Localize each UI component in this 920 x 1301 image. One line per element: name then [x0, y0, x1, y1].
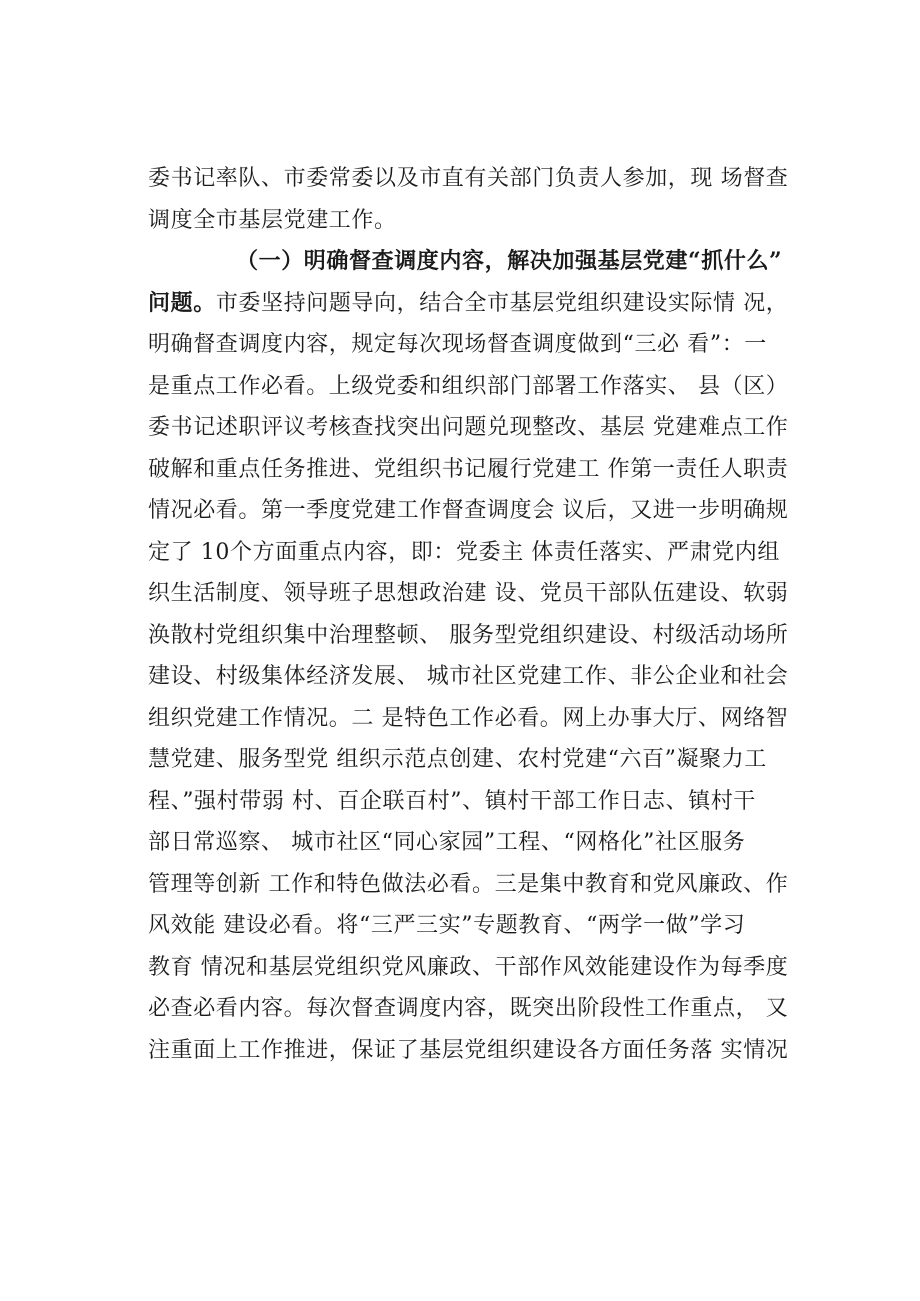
- line-text: 建设、村级集体经济发展、 城市社区党建工作、非公企业和社会: [148, 664, 789, 689]
- line-text: 管理等创新 工作和特色做法必看。三是集中教育和党风廉政、作: [148, 871, 789, 897]
- text-line: [148, 241, 808, 283]
- line-text: 定了 10个方面重点内容，即：党委主 体责任落实、严肃党内组: [148, 539, 780, 565]
- line-text: 部日常巡察、 城市社区“同心家园”工程、“网格化”社区服务: [148, 830, 746, 855]
- line-text: 织生活制度、领导班子思想政治建 设、党员干部队伍建设、软弱: [148, 581, 789, 606]
- line-text: 调度全市基层党建工作。: [148, 207, 397, 233]
- text-line: [148, 698, 808, 740]
- text-line: [148, 656, 808, 698]
- text-line: [148, 366, 808, 408]
- text-line: [148, 739, 808, 781]
- line-text: 程、”强村带弱 村、百企联百村”、镇村干部工作日志、镇村干: [148, 788, 756, 814]
- line-text: 破解和重点任务推进、党组织书记履行党建工 作第一责任人职责: [148, 456, 789, 482]
- line-text: 情况必看。第一季度党建工作督查调度会 议后，又进一步明确规: [148, 498, 789, 523]
- line-text: 组织党建工作情况。二 是特色工作必看。网上办事大厅、网络智: [148, 705, 789, 731]
- line-text: 是重点工作必看。上级党委和组织部门部署工作落实、 县（区）: [148, 373, 789, 399]
- line-text: 明确督查调度内容，规定每次现场督查调度做到“三必 看”：一: [148, 332, 767, 357]
- line-text: 注重面上工作推进，保证了基层党组织建设各方面任务落 实情况: [148, 1037, 789, 1063]
- line-text: 市委坚持问题导向，结合全市基层党组织建设实际情 况，: [215, 290, 789, 316]
- text-line: [148, 988, 808, 1030]
- text-line: [148, 822, 808, 864]
- text-line: [148, 573, 808, 615]
- text-line: [148, 449, 808, 491]
- line-text: 必查必看内容。每次督查调度内容，既突出阶段性工作重点， 又: [148, 996, 789, 1021]
- text-line: [148, 158, 808, 200]
- text-line: [148, 947, 808, 989]
- bold-heading: 问题。: [148, 289, 216, 316]
- line-text: 教育 情况和基层党组织党风廉政、干部作风效能建设作为每季度: [148, 954, 789, 980]
- text-line: [148, 615, 808, 657]
- text-line: [148, 864, 808, 906]
- text-line: [148, 200, 808, 242]
- line-text: 涣散村党组织集中治理整顿、 服务型党组织建设、村级活动场所: [148, 622, 789, 648]
- text-line: [148, 324, 808, 366]
- bold-heading: （一）明确督查调度内容，解决加强基层党建“抓什么”: [236, 248, 783, 274]
- text-line: [148, 905, 808, 947]
- text-line: [148, 1030, 808, 1072]
- body-text: [148, 158, 808, 1071]
- text-line: [148, 532, 808, 574]
- line-text: 慧党建、服务型党 组织示范点创建、农村党建“六百”凝聚力工: [148, 747, 767, 772]
- line-text: 风效能 建设必看。将“三严三实”专题教育、“两学一做”学习: [148, 913, 746, 938]
- line-text: 委书记率队、市委常委以及市直有关部门负责人参加，现 场督查: [148, 166, 789, 191]
- text-line: [148, 407, 808, 449]
- text-line: [148, 490, 808, 532]
- line-text: 委书记述职评议考核查找突出问题兑现整改、基层 党建难点工作: [148, 415, 789, 440]
- text-line: [148, 283, 808, 325]
- text-line: [148, 781, 808, 823]
